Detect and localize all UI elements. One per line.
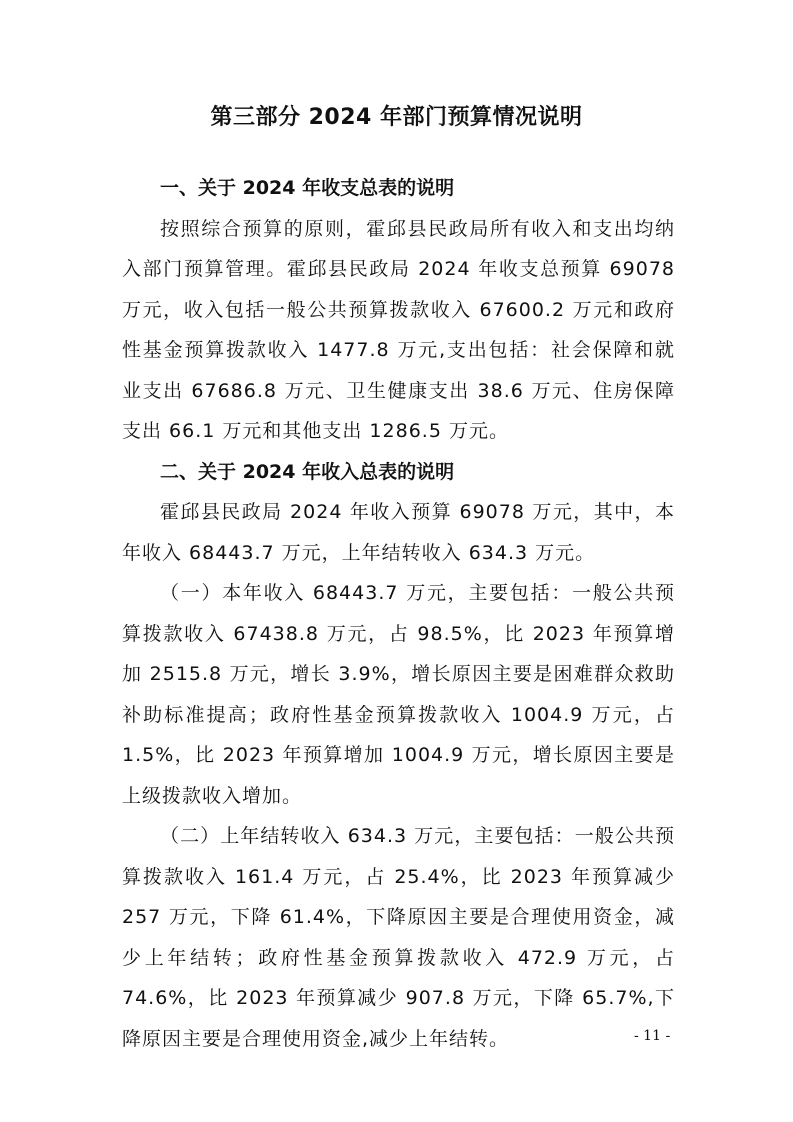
section-1-paragraph: 按照综合预算的原则，霍邱县民政局所有收入和支出均纳入部门预算管理。霍邱县民政局 2024 年收支总预算 69078 万元，收入包括一般公共预算拨款收入 67600.2 万元和政府性基金预算拨款收入 1477.8 万元,支出包括：社会保障和就业支出 67686.8 万元、卫生健康支出 38.6 万元、住房保障支出 66.1 万元和其他支出 1286.5 万元。	[122, 217, 675, 442]
page-number: - 11 -	[634, 1028, 671, 1044]
section-2-intro-paragraph: 霍邱县民政局 2024 年收入预算 69078 万元，其中，本年收入 68443.7 万元，上年结转收入 634.3 万元。	[122, 501, 675, 564]
section-2-heading: 二、关于 2024 年收入总表的说明	[160, 460, 455, 483]
section-2-part-1-paragraph: （一）本年收入 68443.7 万元，主要包括：一般公共预算拨款收入 67438.8 万元，占 98.5%，比 2023 年预算增加 2515.8 万元，增长 3.9%，增长原因主要是困难群众救助补助标准提高；政府性基金预算拨款收入 1004.9 万元，占 1.5%，比 2023 年预算增加 1004.9 万元，增长原因主要是上级拨款收入增加。	[122, 582, 675, 807]
document-body	[122, 168, 675, 1059]
section-2-part-2-paragraph: （二）上年结转收入 634.3 万元，主要包括：一般公共预算拨款收入 161.4 万元，占 25.4%，比 2023 年预算减少 257 万元，下降 61.4%，下降原因主要是合理使用资金，减少上年结转；政府性基金预算拨款收入 472.9 万元，占 74.6%，比 2023 年预算减少 907.8 万元，下降 65.7%,下降原因主要是合理使用资金,减少上年结转。	[122, 825, 675, 1050]
section-1-heading: 一、关于 2024 年收支总表的说明	[160, 177, 455, 199]
page-title: 第三部分 2024 年部门预算情况说明	[210, 105, 583, 130]
